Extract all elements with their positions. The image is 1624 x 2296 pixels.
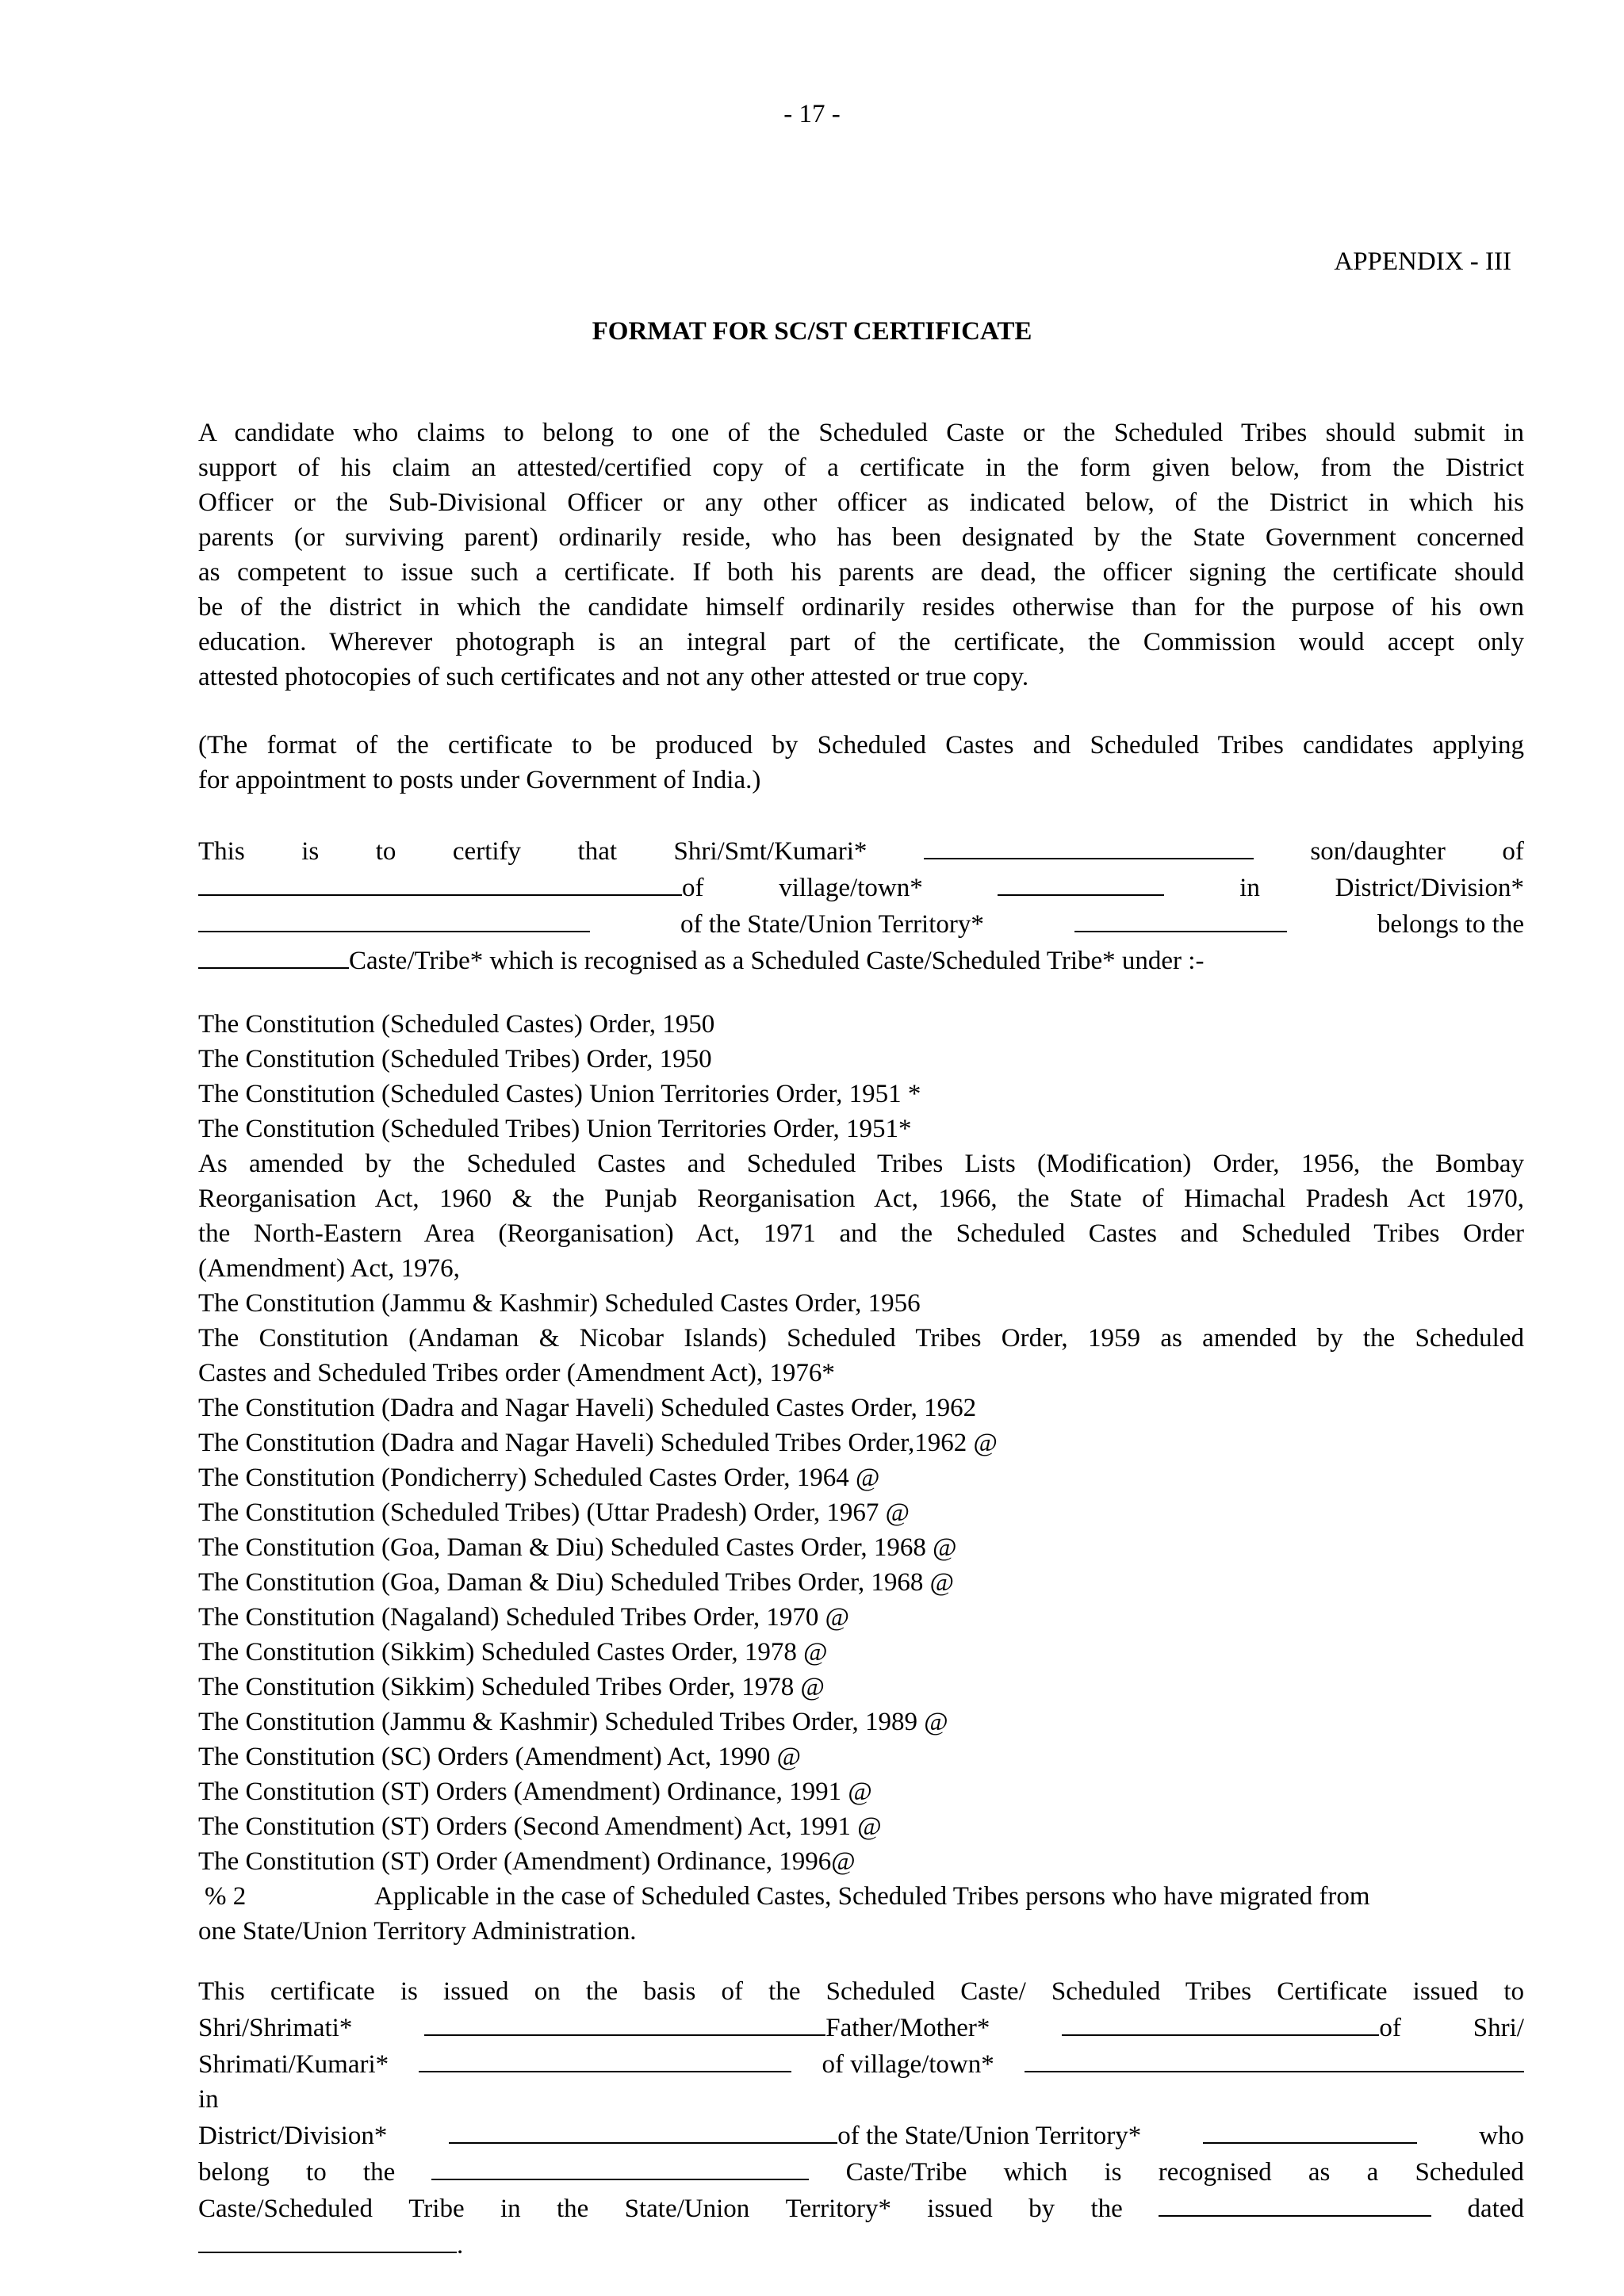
kumari-blank[interactable]: [419, 2045, 791, 2072]
order-item: The Constitution (SC) Orders (Amendment) Act, 1990 @: [198, 1743, 801, 1771]
footnote-text: Applicable in the case of Scheduled Castes, Scheduled Tribes persons who have migrated from: [374, 1882, 1370, 1911]
date-blank[interactable]: [198, 2226, 457, 2253]
intro-line: education. Wherever photograph is an integral part of the certificate, the Commission would accept only: [198, 628, 1524, 656]
father-mother-blank[interactable]: [1062, 2009, 1379, 2036]
certify-line-2: of village/town* in District/Division*: [198, 869, 1524, 905]
order-item: The Constitution (Dadra and Nagar Haveli) Scheduled Tribes Order,1962 @: [198, 1429, 998, 1457]
basis-line-6: belong to the Caste/Tribe which is recognised as a Scheduled: [198, 2153, 1524, 2190]
order-item: The Constitution (Scheduled Castes) Order, 1950: [198, 1010, 715, 1039]
basis-line-5: District/Division* of the State/Union Territory* who: [198, 2117, 1524, 2153]
parent-name-blank[interactable]: [198, 869, 682, 896]
state-blank[interactable]: [1074, 905, 1287, 932]
amended-line: the North-Eastern Area (Reorganisation) Act, 1971 and the Scheduled Castes and Scheduled Tribes Order: [198, 1219, 1524, 1248]
basis-block: [198, 1974, 1524, 2263]
certify-line-4: Caste/Tribe* which is recognised as a Scheduled Caste/Scheduled Tribe* under :-: [198, 942, 1524, 978]
order-item: The Constitution (Scheduled Tribes) Order, 1950: [198, 1045, 712, 1073]
appendix-label: APPENDIX - III: [1334, 247, 1511, 276]
order-item: The Constitution (ST) Order (Amendment) Ordinance, 1996@: [198, 1847, 856, 1876]
order-item: The Constitution (Nagaland) Scheduled Tribes Order, 1970 @: [198, 1603, 849, 1632]
andaman-line: Castes and Scheduled Tribes order (Amendment Act), 1976*: [198, 1359, 835, 1387]
basis-district-blank[interactable]: [449, 2117, 837, 2144]
amended-line: (Amendment) Act, 1976,: [198, 1254, 460, 1283]
intro-line: A candidate who claims to belong to one of the Scheduled Caste or the Scheduled Tribes should submit in: [198, 419, 1524, 447]
name-blank[interactable]: [924, 832, 1254, 859]
andaman-line: The Constitution (Andaman & Nicobar Islands) Scheduled Tribes Order, 1959 as amended by the Scheduled: [198, 1324, 1524, 1353]
order-item: The Constitution (Jammu & Kashmir) Scheduled Tribes Order, 1989 @: [198, 1708, 948, 1736]
order-item: The Constitution (Sikkim) Scheduled Castes Order, 1978 @: [198, 1638, 828, 1667]
caste-blank[interactable]: [198, 942, 349, 969]
amended-line: Reorganisation Act, 1960 & the Punjab Reorganisation Act, 1966, the State of Himachal Pradesh Act 1970,: [198, 1184, 1524, 1213]
order-item: The Constitution (Scheduled Tribes) (Uttar Pradesh) Order, 1967 @: [198, 1498, 910, 1527]
village-blank[interactable]: [998, 869, 1164, 896]
order-item: The Constitution (ST) Orders (Amendment) Ordinance, 1991 @: [198, 1777, 872, 1806]
amended-line: As amended by the Scheduled Castes and Scheduled Tribes Lists (Modification) Order, 1956, the Bombay: [198, 1150, 1524, 1178]
basis-line-3: Shrimati/Kumari* of village/town*: [198, 2045, 1524, 2082]
district-blank[interactable]: [198, 905, 590, 932]
basis-line-8: .: [198, 2226, 1524, 2263]
intro-line: support of his claim an attested/certified copy of a certificate in the form given below, from the District: [198, 453, 1524, 482]
basis-state-blank[interactable]: [1203, 2117, 1417, 2144]
basis-caste-blank[interactable]: [431, 2153, 809, 2180]
order-item: The Constitution (Scheduled Castes) Union Territories Order, 1951 *: [198, 1080, 921, 1108]
order-item: The Constitution (Scheduled Tribes) Union Territories Order, 1951*: [198, 1115, 912, 1143]
holder-name-blank[interactable]: [424, 2009, 825, 2036]
basis-line-2: Shri/Shrimati* Father/Mother* of Shri/: [198, 2009, 1524, 2045]
basis-line-4: in: [198, 2085, 219, 2114]
issuer-blank[interactable]: [1159, 2190, 1431, 2217]
order-item: The Constitution (Dadra and Nagar Haveli) Scheduled Castes Order, 1962: [198, 1394, 977, 1422]
format-note: [198, 728, 1524, 798]
page-number: - 17 -: [783, 100, 841, 128]
order-item: The Constitution (Goa, Daman & Diu) Scheduled Tribes Order, 1968 @: [198, 1568, 954, 1597]
basis-village-blank[interactable]: [1025, 2045, 1524, 2072]
basis-line-7: Caste/Scheduled Tribe in the State/Union Territory* issued by the dated: [198, 2190, 1524, 2226]
format-note-line: for appointment to posts under Government of India.): [198, 766, 761, 794]
certify-line-1: This is to certify that Shri/Smt/Kumari* son/daughter of: [198, 832, 1524, 869]
certify-block: [198, 832, 1524, 978]
basis-line-1: This certificate is issued on the basis of the Scheduled Caste/ Scheduled Tribes Certificate issued to: [198, 1977, 1524, 2006]
orders-list: [198, 1007, 1524, 1949]
certify-line-3: of the State/Union Territory* belongs to the: [198, 905, 1524, 942]
intro-line: be of the district in which the candidate himself ordinarily resides otherwise than for the purpose of his own: [198, 593, 1524, 622]
footnote: [198, 1879, 1524, 1914]
footnote-marker: % 2: [205, 1882, 247, 1911]
intro-line: Officer or the Sub-Divisional Officer or any other officer as indicated below, of the District in which his: [198, 488, 1524, 517]
footnote-cont: one State/Union Territory Administration.: [198, 1917, 637, 1946]
format-note-line: (The format of the certificate to be produced by Scheduled Castes and Scheduled Tribes candidates applying: [198, 731, 1524, 760]
order-item: The Constitution (Pondicherry) Scheduled Castes Order, 1964 @: [198, 1464, 880, 1492]
order-item: The Constitution (Jammu & Kashmir) Scheduled Castes Order, 1956: [198, 1289, 921, 1318]
intro-line: attested photocopies of such certificates and not any other attested or true copy.: [198, 663, 1029, 691]
order-item: The Constitution (ST) Orders (Second Amendment) Act, 1991 @: [198, 1812, 882, 1841]
document-title: FORMAT FOR SC/ST CERTIFICATE: [592, 317, 1032, 346]
intro-line: parents (or surviving parent) ordinarily reside, who has been designated by the State Government concerned: [198, 523, 1524, 552]
intro-line: as competent to issue such a certificate. If both his parents are dead, the officer signing the certificate should: [198, 558, 1524, 587]
order-item: The Constitution (Sikkim) Scheduled Tribes Order, 1978 @: [198, 1673, 825, 1701]
order-item: The Constitution (Goa, Daman & Diu) Scheduled Castes Order, 1968 @: [198, 1533, 957, 1562]
intro-paragraph: [198, 415, 1524, 695]
